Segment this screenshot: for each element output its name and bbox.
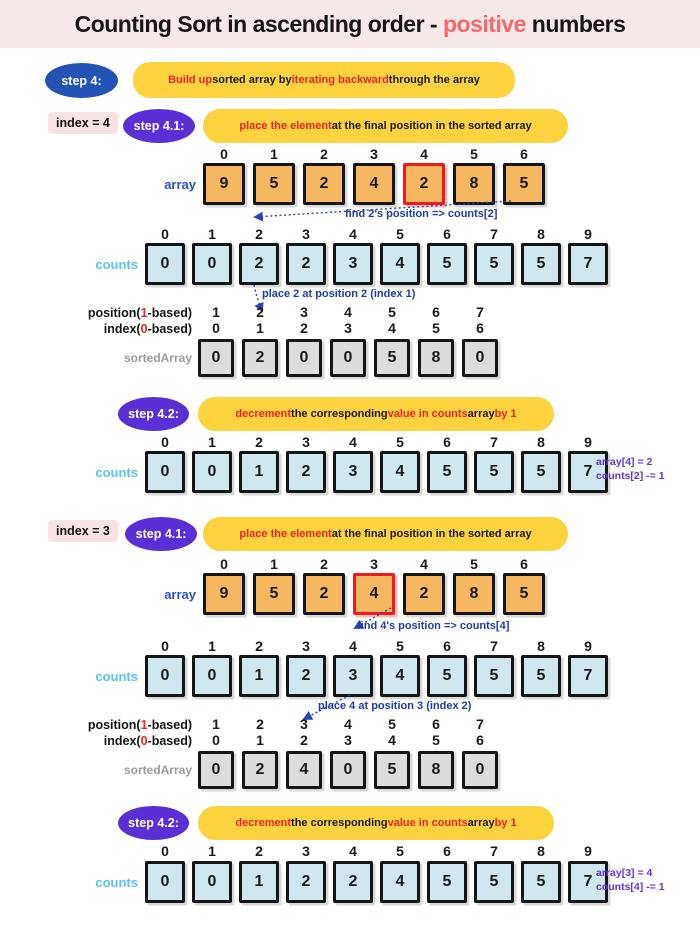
array-cell: 2 bbox=[303, 573, 345, 615]
index-number: 6 bbox=[476, 320, 484, 336]
sorted-label-s1: sortedArray bbox=[123, 351, 192, 365]
position-number: 7 bbox=[476, 304, 484, 320]
array-index: 0 bbox=[220, 556, 228, 572]
counts-index: 3 bbox=[302, 638, 310, 654]
counts-row-s2 bbox=[145, 655, 608, 697]
array-index: 6 bbox=[520, 146, 528, 162]
counts-cell: 4 bbox=[380, 655, 420, 697]
step41-pill-s1 bbox=[203, 109, 568, 143]
title-prefix: Counting Sort in ascending order - bbox=[74, 10, 443, 37]
sorted-cell: 8 bbox=[418, 751, 454, 789]
array-cell: 9 bbox=[203, 163, 245, 205]
counts-index: 3 bbox=[302, 434, 310, 450]
counts-index: 8 bbox=[537, 434, 545, 450]
pill-seg: value in counts bbox=[387, 408, 468, 420]
operation-note-s2 bbox=[596, 866, 665, 894]
counts-cell: 0 bbox=[145, 861, 185, 903]
sorted-cell: 0 bbox=[198, 751, 234, 789]
index-label-post: -based) bbox=[147, 734, 192, 748]
counts-index: 6 bbox=[443, 226, 451, 242]
header-banner bbox=[0, 0, 700, 48]
step41-bubble-s2 bbox=[125, 517, 197, 551]
counts-index: 4 bbox=[349, 843, 357, 859]
array-cell: 9 bbox=[203, 573, 245, 615]
counts-index: 8 bbox=[537, 638, 545, 654]
pill-seg: place the element bbox=[239, 528, 332, 540]
counts-cell: 0 bbox=[145, 451, 185, 493]
counts-index: 4 bbox=[349, 434, 357, 450]
counts-index: 6 bbox=[443, 843, 451, 859]
index-number: 4 bbox=[388, 732, 396, 748]
step41-bubble-label: step 4.1: bbox=[133, 119, 185, 133]
counts-cell: 5 bbox=[474, 243, 514, 285]
title-highlight: positive bbox=[442, 10, 526, 37]
position-number: 7 bbox=[476, 716, 484, 732]
position-number: 1 bbox=[212, 716, 220, 732]
find-note-s1: find 2's position => counts[2] bbox=[345, 208, 498, 220]
counts-cell: 7 bbox=[568, 243, 608, 285]
step42-bubble-label: step 4.2: bbox=[128, 816, 179, 830]
array-cell: 5 bbox=[503, 163, 545, 205]
counts-cell: 1 bbox=[239, 655, 279, 697]
position-label-pre: position( bbox=[87, 306, 141, 320]
array-cell: 5 bbox=[253, 163, 295, 205]
counts-cell: 0 bbox=[145, 243, 185, 285]
position-number: 3 bbox=[300, 304, 308, 320]
counts-index: 9 bbox=[584, 434, 592, 450]
counts-index: 5 bbox=[396, 638, 404, 654]
array-index: 4 bbox=[420, 556, 428, 572]
position-label-post: -based) bbox=[147, 718, 192, 732]
sorted-cell: 2 bbox=[242, 339, 278, 377]
array-index: 3 bbox=[370, 146, 378, 162]
counts-cell: 2 bbox=[239, 243, 279, 285]
array-index: 2 bbox=[320, 146, 328, 162]
counts-cell: 2 bbox=[286, 451, 326, 493]
counts-cell: 7 bbox=[568, 861, 608, 903]
counts-cell: 5 bbox=[427, 243, 467, 285]
counts-index: 0 bbox=[161, 434, 169, 450]
index-number: 2 bbox=[300, 732, 308, 748]
position-label-s2 bbox=[48, 718, 192, 732]
step42-bubble-s2 bbox=[118, 806, 189, 840]
step4-pill bbox=[133, 62, 515, 98]
array-label-s2: array bbox=[164, 587, 196, 602]
array-cell: 4 bbox=[353, 163, 395, 205]
counts-index: 7 bbox=[490, 226, 498, 242]
counts-index: 0 bbox=[161, 638, 169, 654]
index-number: 3 bbox=[344, 320, 352, 336]
counts-cell: 3 bbox=[333, 655, 373, 697]
counts-index: 9 bbox=[584, 226, 592, 242]
counts-index: 5 bbox=[396, 843, 404, 859]
array-cell: 2 bbox=[403, 573, 445, 615]
position-number-row-s1 bbox=[198, 304, 498, 320]
array-label-s1: array bbox=[164, 177, 196, 192]
index-label-zero: 0 bbox=[140, 322, 148, 336]
array-index: 6 bbox=[520, 556, 528, 572]
counts-index-row-s2 bbox=[145, 638, 608, 654]
index-badge-s1: index = 4 bbox=[48, 112, 118, 134]
pill-seg: array bbox=[467, 817, 495, 829]
pill-seg: value in counts bbox=[387, 817, 468, 829]
pill-seg: array bbox=[467, 408, 495, 420]
array-index: 3 bbox=[370, 556, 378, 572]
index-number: 4 bbox=[388, 320, 396, 336]
counts-cell: 4 bbox=[380, 861, 420, 903]
position-label-one: 1 bbox=[140, 718, 148, 732]
counts-cell: 3 bbox=[333, 451, 373, 493]
counts-index: 8 bbox=[537, 226, 545, 242]
counts-cell: 4 bbox=[380, 243, 420, 285]
pill-seg: at the final position in the sorted array bbox=[331, 120, 532, 132]
operation-note-s1 bbox=[596, 455, 665, 483]
counts-after-label-s1: counts bbox=[95, 465, 138, 480]
position-number: 6 bbox=[432, 304, 440, 320]
index-number: 1 bbox=[256, 732, 264, 748]
counts-index: 3 bbox=[302, 226, 310, 242]
sorted-row-s2 bbox=[198, 751, 498, 789]
find-note-s2: find 4's position => counts[4] bbox=[357, 620, 510, 632]
index-label-pre: index( bbox=[103, 734, 141, 748]
position-label-pre: position( bbox=[87, 718, 141, 732]
operation-note-line2: counts[4] -= 1 bbox=[596, 881, 665, 893]
counts-cell: 5 bbox=[521, 451, 561, 493]
operation-note-line2: counts[2] -= 1 bbox=[596, 470, 665, 482]
index-label-s2 bbox=[48, 734, 192, 748]
counts-index: 9 bbox=[584, 843, 592, 859]
step42-bubble-label: step 4.2: bbox=[128, 407, 179, 421]
counts-index: 6 bbox=[443, 638, 451, 654]
index-number: 5 bbox=[432, 320, 440, 336]
array-index: 2 bbox=[320, 556, 328, 572]
counts-index: 4 bbox=[349, 638, 357, 654]
counts-row-s1 bbox=[145, 243, 608, 285]
place-note-s1: place 2 at position 2 (index 1) bbox=[262, 288, 416, 300]
sorted-cell: 5 bbox=[374, 339, 410, 377]
array-index: 4 bbox=[420, 146, 428, 162]
step4-bubble-label: step 4: bbox=[61, 73, 102, 88]
sorted-cell: 5 bbox=[374, 751, 410, 789]
sorted-cell: 0 bbox=[462, 339, 498, 377]
counts-index: 4 bbox=[349, 226, 357, 242]
counts-cell: 5 bbox=[474, 655, 514, 697]
counts-index: 1 bbox=[208, 638, 216, 654]
array-cell: 8 bbox=[453, 573, 495, 615]
pill-seg: at the final position in the sorted array bbox=[331, 528, 532, 540]
position-label-s1 bbox=[48, 306, 192, 320]
counts-cell: 5 bbox=[521, 861, 561, 903]
array-cell: 5 bbox=[253, 573, 295, 615]
array-cell: 4 bbox=[353, 573, 395, 615]
counts-cell: 0 bbox=[192, 861, 232, 903]
counts-index: 1 bbox=[208, 226, 216, 242]
position-label-one: 1 bbox=[140, 306, 148, 320]
index-number: 2 bbox=[300, 320, 308, 336]
step41-bubble-label: step 4.1: bbox=[135, 527, 187, 541]
counts-cell: 1 bbox=[239, 861, 279, 903]
counts-cell: 7 bbox=[568, 451, 608, 493]
counts-index: 1 bbox=[208, 434, 216, 450]
counts-index: 7 bbox=[490, 638, 498, 654]
array-index: 5 bbox=[470, 556, 478, 572]
pill-seg: place the element bbox=[239, 120, 332, 132]
array-index-row-s2 bbox=[203, 556, 545, 572]
step42-pill-s1 bbox=[198, 397, 554, 431]
position-number-row-s2 bbox=[198, 716, 498, 732]
counts-index: 2 bbox=[255, 226, 263, 242]
counts-label-s2: counts bbox=[95, 669, 138, 684]
counts-index: 7 bbox=[490, 843, 498, 859]
step42-pill-s2 bbox=[198, 806, 554, 840]
array-index: 0 bbox=[220, 146, 228, 162]
operation-note-line1: array[4] = 2 bbox=[596, 456, 653, 468]
pill-seg: decrement bbox=[235, 408, 292, 420]
counts-after-index-row-s1 bbox=[145, 434, 608, 450]
step41-pill-s2 bbox=[203, 517, 568, 551]
sorted-cell: 8 bbox=[418, 339, 454, 377]
index-number: 6 bbox=[476, 732, 484, 748]
index-label-post: -based) bbox=[147, 322, 192, 336]
index-label-zero: 0 bbox=[140, 734, 148, 748]
sorted-cell: 0 bbox=[330, 339, 366, 377]
pill-seg: by 1 bbox=[494, 408, 517, 420]
sorted-label-s2: sortedArray bbox=[123, 763, 192, 777]
pill-seg: decrement bbox=[235, 817, 292, 829]
counts-index: 0 bbox=[161, 226, 169, 242]
step4-bubble bbox=[45, 63, 118, 98]
title-suffix: numbers bbox=[525, 10, 626, 37]
position-label-post: -based) bbox=[147, 306, 192, 320]
index-label-pre: index( bbox=[103, 322, 141, 336]
counts-index: 9 bbox=[584, 638, 592, 654]
array-index: 5 bbox=[470, 146, 478, 162]
index-number: 5 bbox=[432, 732, 440, 748]
sorted-cell: 0 bbox=[198, 339, 234, 377]
position-number: 2 bbox=[256, 304, 264, 320]
counts-cell: 5 bbox=[427, 655, 467, 697]
index-number-row-s1 bbox=[198, 320, 498, 336]
counts-cell: 5 bbox=[427, 451, 467, 493]
array-cell: 8 bbox=[453, 163, 495, 205]
pill-seg: the corresponding bbox=[291, 408, 388, 420]
counts-after-index-row-s2 bbox=[145, 843, 608, 859]
counts-cell: 2 bbox=[333, 861, 373, 903]
position-number: 1 bbox=[212, 304, 220, 320]
counts-cell: 7 bbox=[568, 655, 608, 697]
step42-bubble-s1 bbox=[118, 397, 189, 431]
array-cell: 2 bbox=[303, 163, 345, 205]
array-cell: 5 bbox=[503, 573, 545, 615]
index-number: 3 bbox=[344, 732, 352, 748]
position-number: 5 bbox=[388, 304, 396, 320]
position-number: 4 bbox=[344, 304, 352, 320]
position-number: 6 bbox=[432, 716, 440, 732]
counts-cell: 0 bbox=[192, 655, 232, 697]
array-index: 1 bbox=[270, 556, 278, 572]
counts-after-row-s2 bbox=[145, 861, 608, 903]
position-number: 3 bbox=[300, 716, 308, 732]
pill-seg: through the array bbox=[388, 74, 480, 86]
counts-index: 6 bbox=[443, 434, 451, 450]
position-number: 4 bbox=[344, 716, 352, 732]
counts-cell: 5 bbox=[521, 243, 561, 285]
position-number: 5 bbox=[388, 716, 396, 732]
pill-seg: Build up bbox=[168, 74, 213, 86]
counts-cell: 5 bbox=[474, 451, 514, 493]
index-label-s1 bbox=[48, 322, 192, 336]
counts-cell: 3 bbox=[333, 243, 373, 285]
page-title bbox=[75, 11, 626, 38]
counts-after-row-s1 bbox=[145, 451, 608, 493]
counts-cell: 1 bbox=[239, 451, 279, 493]
counts-label-s1: counts bbox=[95, 257, 138, 272]
array-index-row-s1 bbox=[203, 146, 545, 162]
index-badge-s2: index = 3 bbox=[48, 520, 118, 542]
index-number: 0 bbox=[212, 320, 220, 336]
counts-index: 2 bbox=[255, 638, 263, 654]
counts-index: 0 bbox=[161, 843, 169, 859]
pill-seg: sorted array by bbox=[212, 74, 292, 86]
counts-index: 7 bbox=[490, 434, 498, 450]
counts-index: 3 bbox=[302, 843, 310, 859]
sorted-cell: 0 bbox=[286, 339, 322, 377]
sorted-cell: 2 bbox=[242, 751, 278, 789]
counts-cell: 5 bbox=[474, 861, 514, 903]
counts-index: 2 bbox=[255, 843, 263, 859]
counts-index: 5 bbox=[396, 226, 404, 242]
counts-cell: 2 bbox=[286, 243, 326, 285]
position-number: 2 bbox=[256, 716, 264, 732]
array-index: 1 bbox=[270, 146, 278, 162]
pill-seg: the corresponding bbox=[291, 817, 388, 829]
sorted-cell: 4 bbox=[286, 751, 322, 789]
counts-cell: 2 bbox=[286, 655, 326, 697]
sorted-cell: 0 bbox=[330, 751, 366, 789]
counts-cell: 2 bbox=[286, 861, 326, 903]
counts-cell: 0 bbox=[145, 655, 185, 697]
place-note-s2: place 4 at position 3 (index 2) bbox=[318, 700, 472, 712]
sorted-row-s1 bbox=[198, 339, 498, 377]
counts-cell: 0 bbox=[192, 243, 232, 285]
pill-seg: iterating backward bbox=[291, 74, 389, 86]
counts-cell: 0 bbox=[192, 451, 232, 493]
counts-cell: 5 bbox=[427, 861, 467, 903]
array-cell: 2 bbox=[403, 163, 445, 205]
counts-index: 1 bbox=[208, 843, 216, 859]
counts-index: 2 bbox=[255, 434, 263, 450]
index-number-row-s2 bbox=[198, 732, 498, 748]
sorted-cell: 0 bbox=[462, 751, 498, 789]
counts-index: 8 bbox=[537, 843, 545, 859]
counts-cell: 5 bbox=[521, 655, 561, 697]
counts-cell: 4 bbox=[380, 451, 420, 493]
index-number: 0 bbox=[212, 732, 220, 748]
counts-index-row-s1 bbox=[145, 226, 608, 242]
step41-bubble-s1 bbox=[123, 109, 195, 143]
counts-after-label-s2: counts bbox=[95, 875, 138, 890]
counts-index: 5 bbox=[396, 434, 404, 450]
operation-note-line1: array[3] = 4 bbox=[596, 867, 653, 879]
index-number: 1 bbox=[256, 320, 264, 336]
pill-seg: by 1 bbox=[494, 817, 517, 829]
